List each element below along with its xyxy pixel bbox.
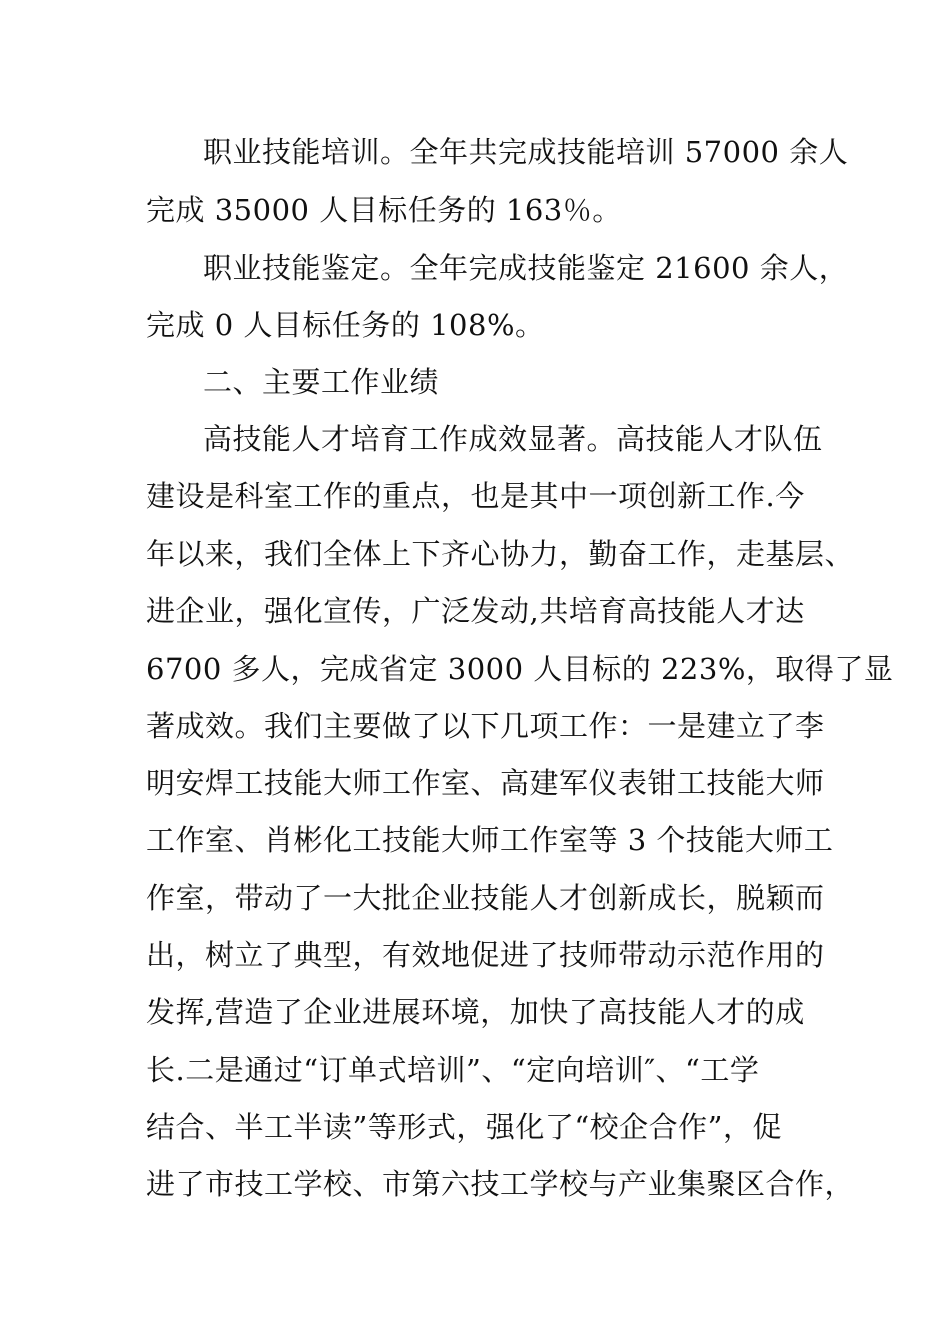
paragraph-line: 6700 多人，完成省定 3000 人目标的 223%，取得了显 [146,652,894,686]
paragraph-line: 著成效。我们主要做了以下几项工作：一是建立了李 [146,709,825,743]
paragraph-line: 职业技能鉴定。全年完成技能鉴定 21600 余人， [203,251,849,285]
paragraph-line: 工作室、肖彬化工技能大师工作室等 3 个技能大师工 [146,823,834,857]
paragraph-line: 结合、半工半读”等形式，强化了“校企合作”，促 [146,1110,782,1144]
paragraph-line: 进企业，强化宣传，广泛发动,共培育高技能人才达 [146,594,805,628]
paragraph-line: 出，树立了典型，有效地促进了技师带动示范作用的 [146,938,825,972]
paragraph-line: 明安焊工技能大师工作室、高建军仪表钳工技能大师 [146,766,825,800]
section-heading: 二、主要工作业绩 [203,365,440,399]
paragraph-line: 发挥,营造了企业进展环境，加快了高技能人才的成 [146,995,805,1029]
paragraph-line: 完成 0 人目标任务的 108%。 [146,308,545,342]
paragraph-line: 年以来，我们全体上下齐心协力，勤奋工作，走基层、 [146,537,855,571]
paragraph-line: 进了市技工学校、市第六技工学校与产业集聚区合作， [146,1167,855,1201]
paragraph-line: 长.二是通过“订单式培训”、“定向培训″、“工学 [146,1053,760,1087]
paragraph-line: 职业技能培训。全年共完成技能培训 57000 余人 [203,135,849,169]
paragraph-line: 建设是科室工作的重点，也是其中一项创新工作.今 [146,479,805,513]
paragraph-line: 完成 35000 人目标任务的 163％。 [146,193,622,227]
paragraph-line: 作室，带动了一大批企业技能人才创新成长，脱颖而 [146,881,825,915]
paragraph-line: 高技能人才培育工作成效显著。高技能人才队伍 [203,422,823,456]
